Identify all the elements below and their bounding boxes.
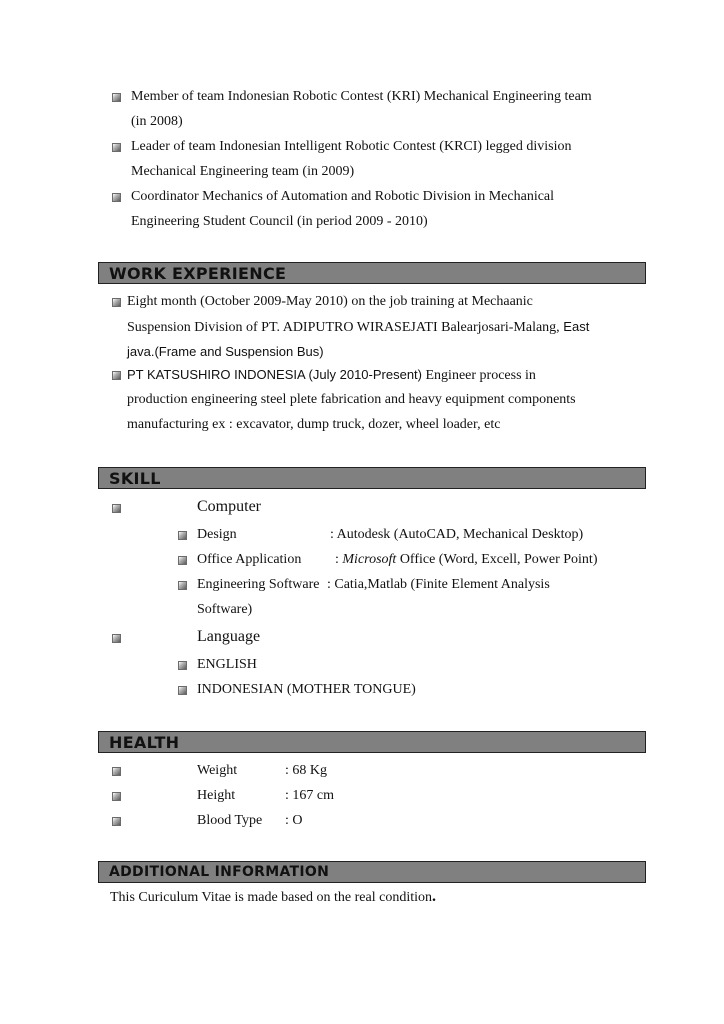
health-height-value: : 167 cm bbox=[285, 788, 334, 803]
square-bullet-icon bbox=[112, 767, 121, 776]
health-blood-label: Blood Type bbox=[197, 813, 263, 828]
work-item-1-line2-sans: East bbox=[559, 319, 590, 334]
skill-language-label: Language bbox=[197, 628, 261, 645]
skill-eng-line2: Software) bbox=[197, 602, 253, 617]
skill-eng-line1 bbox=[197, 576, 550, 594]
org-item-3-line1: Coordinator Mechanics of Automation and Robotic Division in Mechanical bbox=[131, 189, 555, 204]
health-heading: HEALTH bbox=[98, 731, 646, 753]
skill-office-value-rest: Office (Word, Excell, Power Point) bbox=[396, 552, 598, 567]
additional-info-sentence: This Curiculum Vitae is made based on the real condition bbox=[110, 890, 432, 905]
skill-design-value: : Autodesk (AutoCAD, Mechanical Desktop) bbox=[330, 527, 584, 542]
work-item-2-line1 bbox=[127, 366, 536, 385]
square-bullet-icon bbox=[112, 298, 121, 307]
work-item-2-company: PT KATSUSHIRO INDONESIA (July 2010-Present) bbox=[127, 367, 422, 382]
work-item-1-line3: java.(Frame and Suspension Bus) bbox=[127, 344, 324, 359]
work-item-1-line1: Eight month (October 2009-May 2010) on the job training at Mechaanic bbox=[127, 294, 533, 309]
skill-office-value-prefix: : bbox=[335, 552, 343, 567]
skill-eng-value: : Catia,Matlab (Finite Element Analysis bbox=[323, 577, 550, 592]
work-item-1-line2-serif: Suspension Division of PT. ADIPUTRO WIRASEJATI Balearjosari-Malang, bbox=[127, 320, 560, 335]
health-weight-label: Weight bbox=[197, 763, 238, 778]
square-bullet-icon bbox=[112, 817, 121, 826]
skill-heading: SKILL bbox=[98, 467, 646, 489]
skill-eng-label: Engineering Software bbox=[197, 577, 320, 592]
work-item-2-role: Engineer process in bbox=[422, 368, 536, 383]
square-bullet-icon bbox=[178, 556, 187, 565]
square-bullet-icon bbox=[112, 371, 121, 380]
square-bullet-icon bbox=[178, 531, 187, 540]
health-weight-value: : 68 Kg bbox=[285, 763, 327, 778]
square-bullet-icon bbox=[178, 581, 187, 590]
additional-info-period: . bbox=[432, 888, 436, 905]
work-item-2-line2: production engineering steel plete fabrication and heavy equipment components bbox=[127, 392, 576, 407]
skill-language-indonesian: INDONESIAN (MOTHER TONGUE) bbox=[197, 682, 416, 697]
square-bullet-icon bbox=[112, 93, 121, 102]
work-item-2-line3: manufacturing ex : excavator, dump truck, dozer, wheel loader, etc bbox=[127, 417, 501, 432]
square-bullet-icon bbox=[112, 193, 121, 202]
org-item-2-line2: Mechanical Engineering team (in 2009) bbox=[131, 164, 355, 179]
skill-office-value bbox=[335, 551, 598, 569]
org-item-1-line1: Member of team Indonesian Robotic Contest (KRI) Mechanical Engineering team bbox=[131, 89, 592, 104]
additional-info-text bbox=[110, 888, 436, 907]
health-blood-value: : O bbox=[285, 813, 303, 828]
square-bullet-icon bbox=[112, 792, 121, 801]
skill-office-value-italic: Microsoft bbox=[342, 552, 397, 567]
work-experience-heading: WORK EXPERIENCE bbox=[98, 262, 646, 284]
square-bullet-icon bbox=[178, 686, 187, 695]
org-item-3-line2: Engineering Student Council (in period 2009 - 2010) bbox=[131, 214, 428, 229]
skill-computer-label: Computer bbox=[197, 498, 261, 515]
square-bullet-icon bbox=[178, 661, 187, 670]
additional-info-heading: ADDITIONAL INFORMATION bbox=[98, 861, 646, 883]
org-item-2-line1: Leader of team Indonesian Intelligent Robotic Contest (KRCI) legged division bbox=[131, 139, 572, 154]
health-height-label: Height bbox=[197, 788, 236, 803]
square-bullet-icon bbox=[112, 504, 121, 513]
square-bullet-icon bbox=[112, 634, 121, 643]
skill-design-label: Design bbox=[197, 527, 237, 542]
skill-language-english: ENGLISH bbox=[197, 657, 257, 672]
org-item-1-line2: (in 2008) bbox=[131, 114, 183, 129]
square-bullet-icon bbox=[112, 143, 121, 152]
skill-office-label: Office Application bbox=[197, 552, 302, 567]
work-item-1-line2 bbox=[127, 318, 589, 337]
